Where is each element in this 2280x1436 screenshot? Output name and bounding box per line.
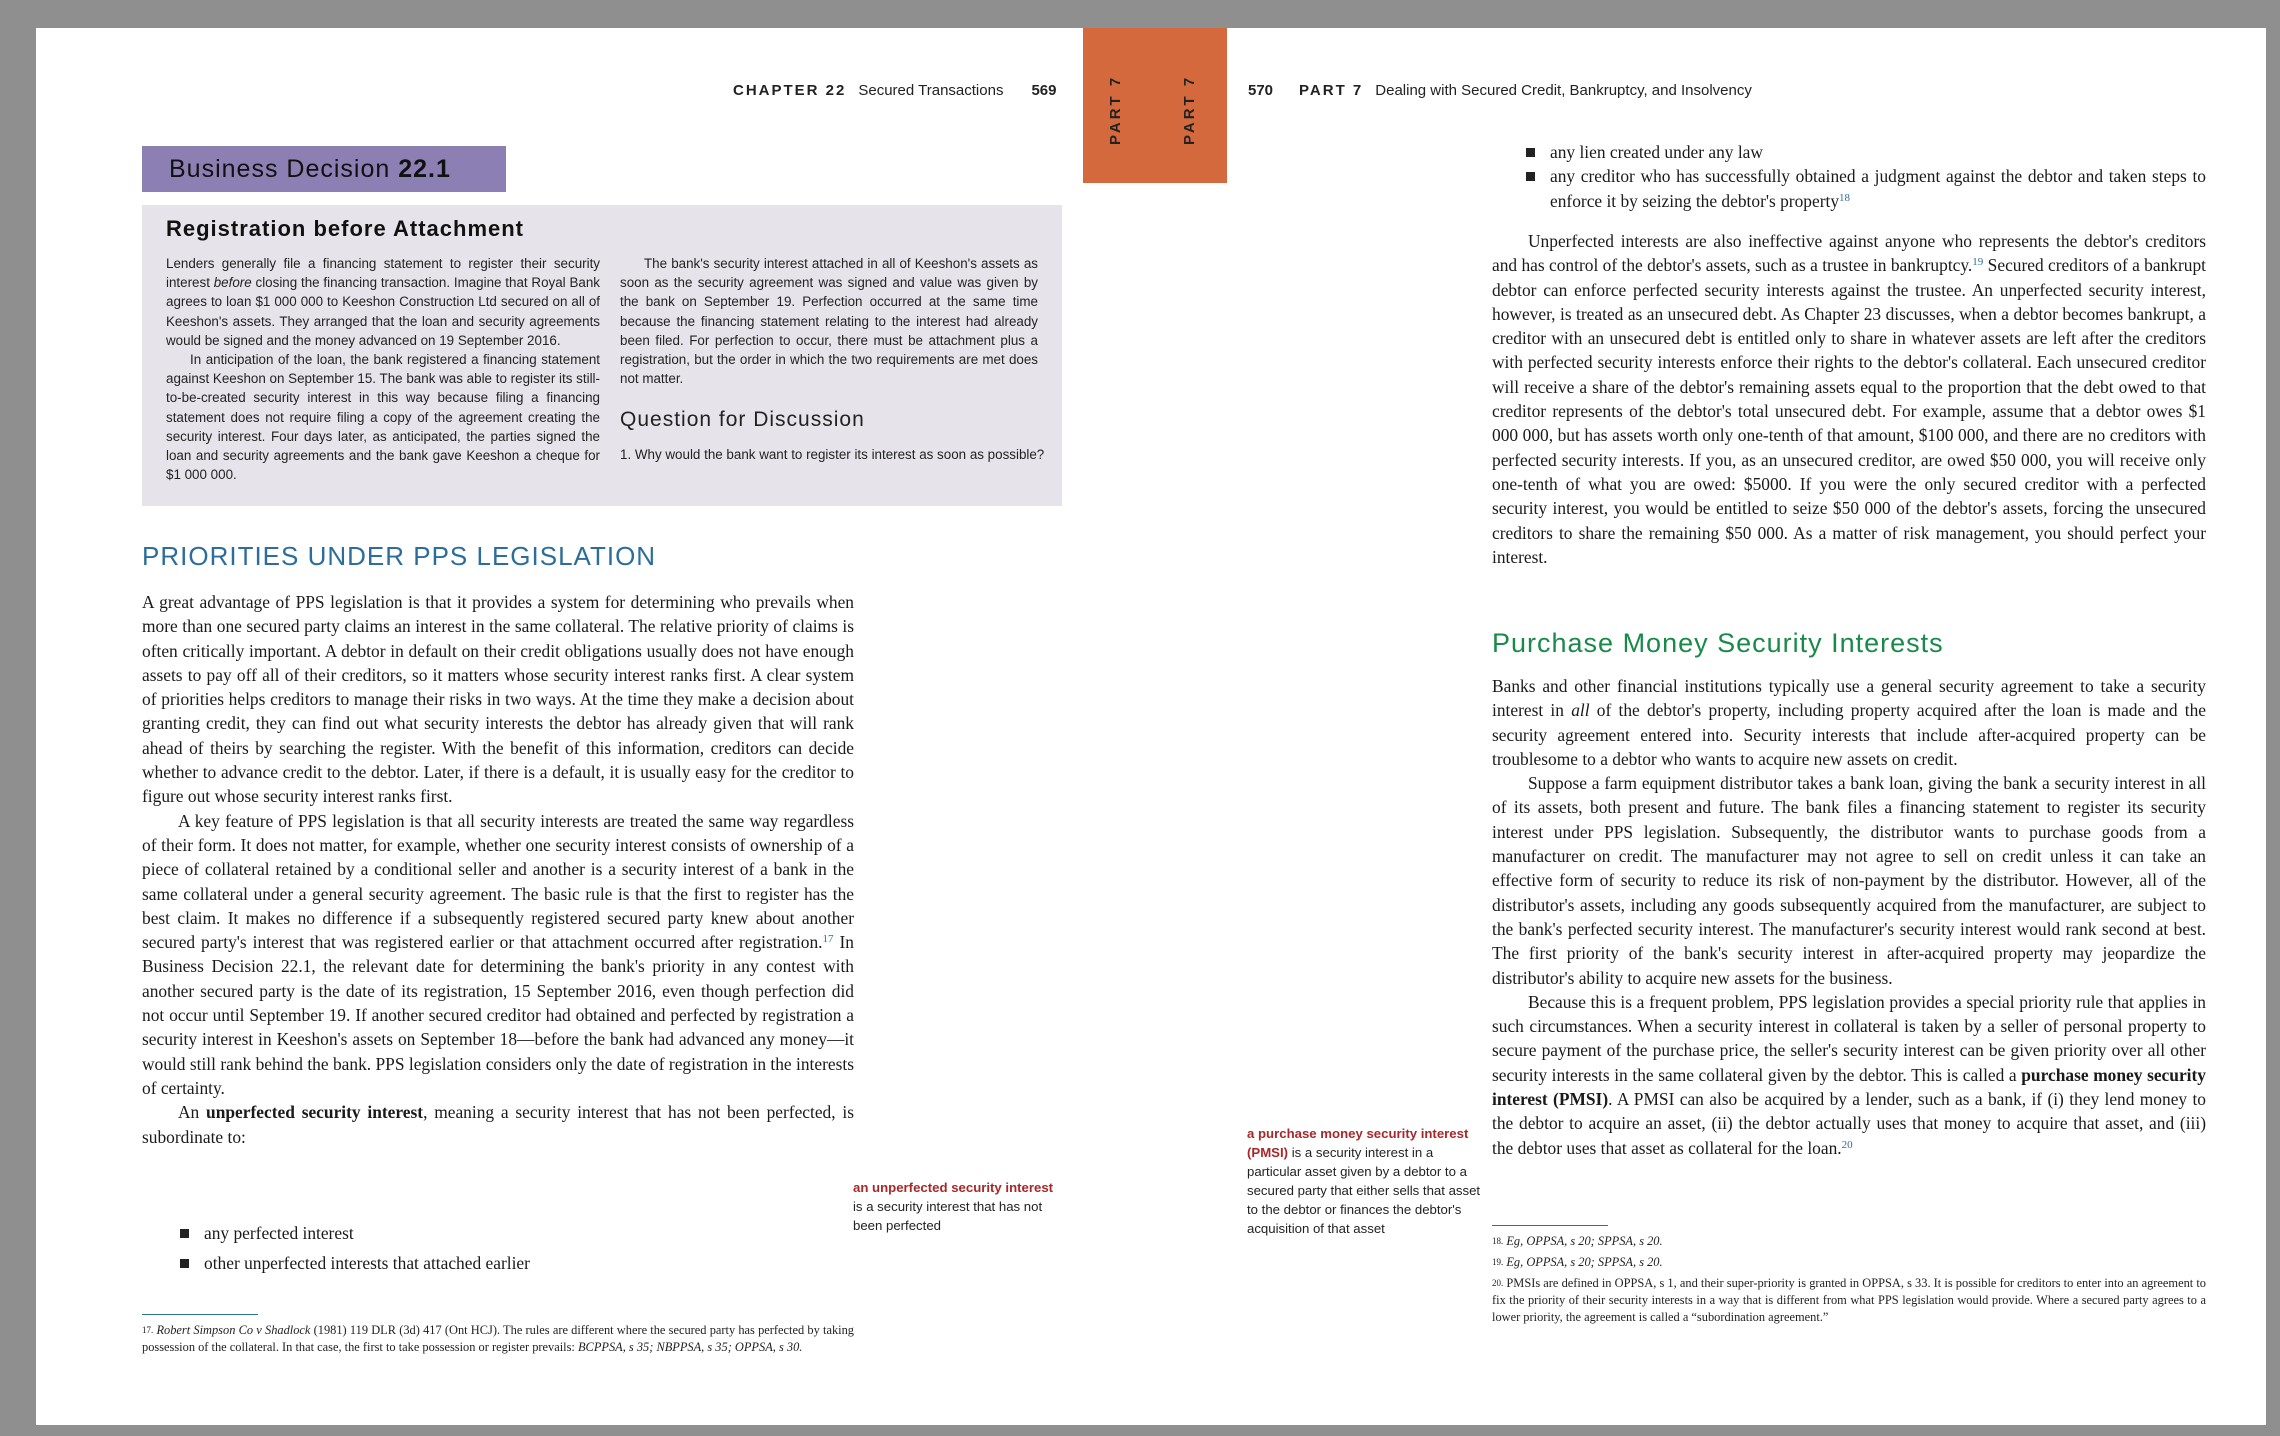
footnote-rule-right <box>1492 1225 1608 1226</box>
part-tab-left-label: PART 7 <box>1107 74 1124 146</box>
part-tab-right-label: PART 7 <box>1181 74 1198 146</box>
question-heading: Question for Discussion <box>620 408 865 431</box>
question-item: 1. Why would the bank want to register its interest as soon as possible? <box>620 447 1045 462</box>
footnote-20: $^{20.}$ PMSIs are defined in OPPSA, s 1, and their super-priority is granted in OPPSA, s 33. It is possible for creditors to enter into an agreement to fix the priority of their security interests in a way that is different from what PPS legislation would provide. Where a secured party agrees to a lower priority, the agreement is called a “subordination agreement.” <box>1492 1276 2206 1324</box>
margin-definition-pmsi: a purchase money security interest (PMSI) is a security interest in a particular asset given by a debtor to a secured party that either sells that asset to the debtor or finances the debtor's acquisition of that asset <box>1247 1126 1481 1236</box>
right-paragraph-1: Unperfected interests are also ineffective against anyone who represents the debtor's creditors and has control of the debtor's assets, such as a trustee in bankruptcy.$^{19}$ Secured creditors of a bankrupt debtor can enforce perfected security interests against the trustee. An unperfected security interest, however, is treated as an unsecured debt. As Chapter 23 discusses, when a debtor becomes bankrupt, a creditor with an unsecured debt is entitled only to share in whatever assets are left after the creditors with perfected security interests enforce their rights to the debtor's collateral. Each unsecured creditor will receive a share of the debtor's remaining assets equal to the proportion that the debt owed to that creditor represents of the debtor's total unsecured debt. For example, assume that a debtor owes $1 000 000, but has assets worth only one-tenth of that amount, $100 000, and there are no creditors with perfected security interests. If you, as an unsecured creditor, are owed $50 000, you will receive only one-tenth of what you are owed: $5000. If you were the only secured creditor with a perfected security interest, you would be entitled to seize $50 000 of the debtor's assets, forcing the unsecured creditors to share the remaining $50 000. As a matter of risk management, you should perfect your interest. <box>1492 231 2206 567</box>
right-paragraph-4: Because this is a frequent problem, PPS legislation provides a special priority rule that applies in such circumstances. When a security interest in collateral is taken by a seller of personal property to secure payment of the purchase price, the seller's security interest can be given priority over all other security interests in the same collateral given by the debtor. This is called a purchase money security interest (PMSI). A PMSI can also be acquired by a lender, such as a bank, if (i) they lend money to the debtor to acquire an asset, (ii) the debtor actually uses that money to acquire that asset, and (iii) the debtor uses that asset as collateral for the loan.$^{20}$ <box>1492 991 2206 1158</box>
margin-definition-unperfected: an unperfected security interest is a security interest that has not been perfected <box>853 1180 1054 1233</box>
left-bullet-list <box>178 1218 530 1278</box>
right-paragraph-2: Banks and other financial institutions typically use a general security agreement to take a security interest in all of the debtor's property, including property acquired after the loan is made and the security agreement entered into. Security interests that include after-acquired property can be troublesome to a debtor who wants to acquire new assets on credit. <box>1492 676 2207 769</box>
business-decision-column-2 <box>620 254 1038 388</box>
business-decision-heading: Registration before Attachment <box>166 216 525 241</box>
term-unperfected: unperfected security interest <box>206 1102 424 1123</box>
footnote-19: $^{19.}$ Eg, OPPSA, s 20; SPPSA, s 20. <box>1492 1255 1663 1269</box>
right-bullet-list <box>1524 140 2206 213</box>
business-decision-label: Business Decision <box>169 155 391 183</box>
list-item: any perfected interest <box>178 1218 530 1248</box>
subsection-heading: Purchase Money Security Interests <box>1492 628 1944 658</box>
term-pmsi: purchase money security interest (PMSI) <box>1492 1064 2206 1110</box>
section-heading: PRIORITIES UNDER PPS LEGISLATION <box>142 541 657 571</box>
footnote-rule-left <box>142 1314 258 1315</box>
page-number-right: 570 <box>1248 82 1274 99</box>
footnote-17: $^{17.}$ Robert Simpson Co v Shadlock (1981) 119 DLR (3d) 417 (Ont HCJ). The rules are different where the secured party has perfected by taking possession of the collateral. In that case, the first to take possession or register prevails: BCPPSA, s 35; NBPPSA, s 35; OPPSA, s 30. <box>142 1323 854 1354</box>
list-item: any lien created under any law <box>1524 140 2206 164</box>
business-decision-title <box>142 146 506 192</box>
left-paragraph-2: A key feature of PPS legislation is that all security interests are treated the same way regardless of their form. It does not matter, for example, whether one security interest consists of ownership of a piece of collateral retained by a conditional seller and another is a security interest of a bank in the same collateral under a general security agreement. The basic rule is that the first to register has the best claim. It makes no difference if a subsequently registered secured party knew about another secured party's interest that was registered earlier or that attachment occurred after registration.$^{17}$ In Business Decision 22.1, the relevant date for determining the bank's priority in any contest with another secured party is the date of its registration, 15 September 2016, even though perfection did not occur until September 19. If another secured creditor had obtained and perfected by registration a security interest in Keeshon's assets on September 18—before the bank had advanced any money—it would still rank behind the bank. PPS legislation considers only the date of registration in the interests of certainty. <box>142 810 854 1098</box>
part-title: Dealing with Secured Credit, Bankruptcy, and Insolvency <box>1375 82 1752 99</box>
left-body-text <box>142 590 854 1149</box>
list-item: any creditor who has successfully obtained a judgment against the debtor and taken steps to enforce it by seizing the debtor's property$^{18}$ <box>1524 164 2206 213</box>
left-running-header <box>733 82 1056 99</box>
right-body-text-2 <box>1492 674 2206 1160</box>
chapter-label: CHAPTER 22 <box>733 82 847 99</box>
part-tab <box>1083 28 1227 183</box>
right-footnotes <box>1492 1233 2206 1330</box>
right-paragraph-3: Suppose a farm equipment distributor takes a bank loan, giving the bank a security interest in all of its assets, both present and future. The bank files a financing statement to register its security interest under PPS legislation. Subsequently, the distributor wants to purchase goods from a manufacturer on credit. The manufacturer may not agree to sell on credit unless it can take an effective form of security to reduce its risk of non-payment by the distributor. However, all of the distributor's assets, including any goods subsequently acquired from the manufacturer, are subject to the bank's perfected security interest. The manufacturer's security interest would rank second at best. The first priority of the bank's security interest in after-acquired property may jeopardize the distributor's ability to acquire new assets for the business. <box>1492 773 2206 988</box>
business-decision-number: 22.1 <box>398 155 451 183</box>
list-item: other unperfected interests that attached earlier <box>178 1248 530 1278</box>
page-number-left: 569 <box>1031 82 1057 99</box>
bd-paragraph-3: The bank's security interest attached in all of Keeshon's assets as soon as the security agreement was signed and value was given by the bank on September 19. Perfection occurred at the same time because the financing statement relating to the interest had already been filed. For perfection to occur, there must be attachment plus a registration, but the order in which the two requirements are met does not matter. <box>620 256 1038 387</box>
left-paragraph-1: A great advantage of PPS legislation is that it provides a system for determining who prevails when more than one secured party claims an interest in the same collateral. The relative priority of claims is often critically important. A debtor in default on their credit obligations usually does not have enough assets to pay off all of their creditors, so it matters whose security interest ranks first. A clear system of priorities helps creditors to manage their risks in two ways. At the time they make a decision about granting credit, they can find out what security interests the debtor has already given that will rank ahead of theirs by searching the register. With the benefit of this information, creditors can decide whether to advance credit to the debtor. Later, if there is a default, it is usually easy for the creditor to figure out whose security interest ranks first. <box>142 592 854 807</box>
part-label: PART 7 <box>1299 82 1364 99</box>
right-running-header <box>1248 82 1752 99</box>
book-spread <box>36 28 2266 1425</box>
footnote-18: $^{18.}$ Eg, OPPSA, s 20; SPPSA, s 20. <box>1492 1234 1663 1248</box>
left-paragraph-3: An unperfected security interest, meaning a security interest that has not been perfected, is subordinate to: <box>142 1102 854 1147</box>
bd-paragraph-1: Lenders generally file a financing statement to register their security interest before closing the financing transaction. Imagine that Royal Bank agrees to loan $1 000 000 to Keeshon Construction Ltd secured on all of Keeshon's assets. They arranged that the loan and security agreements would be signed and the money advanced on 19 September 2016. <box>166 256 600 348</box>
chapter-title: Secured Transactions <box>858 82 1004 99</box>
business-decision-column-1 <box>166 254 600 484</box>
right-body-text-1 <box>1492 229 2206 569</box>
bd-paragraph-2: In anticipation of the loan, the bank registered a financing statement against Keeshon on September 15. The bank was able to register its still-to-be-created security interest in this way because filing a financing statement does not require filing a copy of the agreement creating the security interest. Four days later, as anticipated, the parties signed the loan and security agreements and the bank gave Keeshon a cheque for $1 000 000. <box>166 352 600 483</box>
